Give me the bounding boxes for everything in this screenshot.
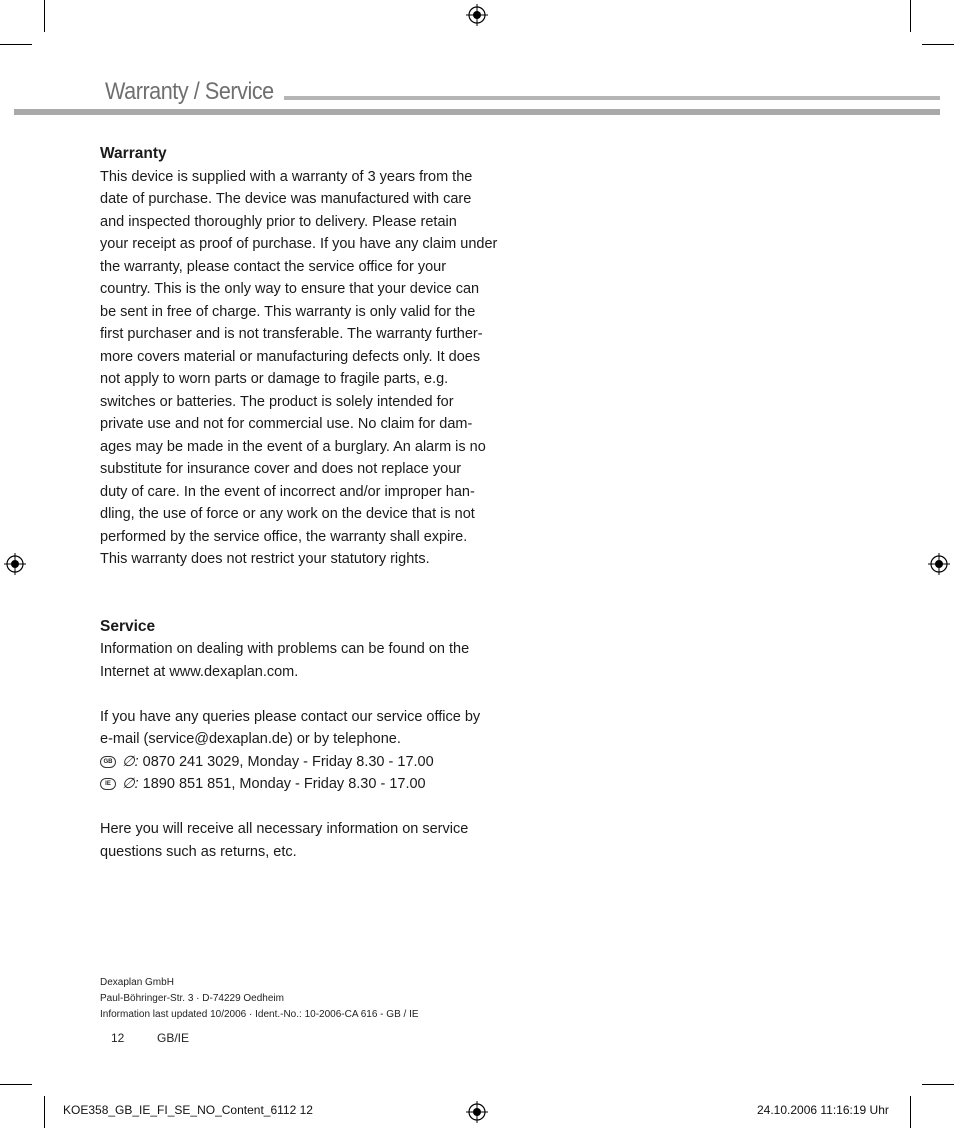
header-rule: [284, 96, 940, 100]
warranty-line: country. This is the only way to ensure that your device can: [100, 281, 480, 297]
warranty-line: be sent in free of charge. This warranty is only valid for the: [100, 303, 476, 320]
warranty-line: ages may be made in the event of a burglary. An alarm is no: [100, 438, 486, 455]
warranty-line: switches or batteries. The product is solely intended for: [100, 393, 454, 410]
page-title: Warranty / Service: [105, 78, 274, 105]
service-closing-line: Here you will receive all necessary information on service: [100, 821, 469, 837]
warranty-line: private use and not for commercial use. No claim for dam-: [100, 416, 473, 432]
warranty-line: your receipt as proof of purchase. If you have any claim under: [100, 236, 498, 252]
warranty-line: This device is supplied with a warranty of 3 years from the: [100, 168, 473, 185]
country-badge-gb: GB: [100, 756, 116, 768]
crop-mark: [910, 1096, 911, 1128]
crop-mark: [922, 1084, 954, 1085]
warranty-line: and inspected thoroughly prior to delivery. Please retain: [100, 213, 457, 230]
crop-mark: [44, 1096, 45, 1128]
warranty-line: substitute for insurance cover and does not replace your: [100, 461, 462, 477]
warranty-line: This warranty does not restrict your statutory rights.: [100, 551, 430, 567]
warranty-line: duty of care. In the event of incorrect and/or improper han-: [100, 483, 475, 500]
header-rule-thick: [14, 109, 940, 115]
country-badge-ie: IE: [100, 778, 116, 790]
main-content: [100, 143, 498, 863]
phone-number-ie: 1890 851 851, Monday - Friday 8.30 - 17.00: [142, 776, 426, 792]
warranty-line: performed by the service office, the warranty shall expire.: [100, 528, 468, 545]
company-name: Dexaplan GmbH: [100, 977, 174, 988]
crop-mark: [0, 1084, 32, 1085]
print-slug-file: KOE358_GB_IE_FI_SE_NO_Content_6112 12: [63, 1103, 313, 1117]
warranty-line: more covers material or manufacturing defects only. It does: [100, 348, 481, 365]
crop-mark: [922, 44, 954, 45]
page-locale: GB/IE: [157, 1031, 190, 1045]
phone-icon: ∅:: [122, 776, 139, 792]
crop-mark: [44, 0, 45, 32]
warranty-line: date of purchase. The device was manufactured with care: [100, 191, 472, 207]
phone-row-gb: [100, 751, 470, 774]
warranty-heading: Warranty: [100, 145, 167, 162]
registration-mark-icon: [466, 4, 488, 26]
service-contact-line: If you have any queries please contact our service office by: [100, 708, 481, 725]
crop-mark: [910, 0, 911, 32]
warranty-line: the warranty, please contact the service office for your: [100, 258, 447, 275]
service-intro-line: Internet at www.dexaplan.com.: [100, 663, 299, 680]
phone-number-gb: 0870 241 3029, Monday - Friday 8.30 - 17.00: [142, 753, 434, 770]
update-info: Information last updated 10/2006 · Ident.-No.: 10-2006-CA 616 - GB / IE: [100, 1009, 419, 1020]
warranty-line: first purchaser and is not transferable. The warranty further-: [100, 326, 483, 342]
company-info: [100, 975, 419, 1023]
phone-icon: ∅:: [122, 753, 139, 770]
crop-mark: [0, 44, 32, 45]
registration-mark-icon: [466, 1101, 488, 1123]
warranty-body: [100, 166, 498, 571]
service-closing-line: questions such as returns, etc.: [100, 843, 297, 860]
service-contact-line: e-mail (service@dexaplan.de) or by telephone.: [100, 731, 401, 747]
print-slug-timestamp: 24.10.2006 11:16:19 Uhr: [757, 1103, 889, 1117]
phone-row-ie: [100, 773, 470, 796]
warranty-line: not apply to worn parts or damage to fragile parts, e.g.: [100, 371, 449, 387]
warranty-line: dling, the use of force or any work on the device that is not: [100, 506, 475, 522]
registration-mark-icon: [4, 553, 26, 575]
registration-mark-icon: [928, 553, 950, 575]
company-address: Paul-Böhringer-Str. 3 · D-74229 Oedheim: [100, 993, 284, 1004]
service-heading: Service: [100, 617, 156, 635]
service-intro-line: Information on dealing with problems can be found on the: [100, 641, 470, 657]
page-number: 12: [111, 1031, 125, 1045]
